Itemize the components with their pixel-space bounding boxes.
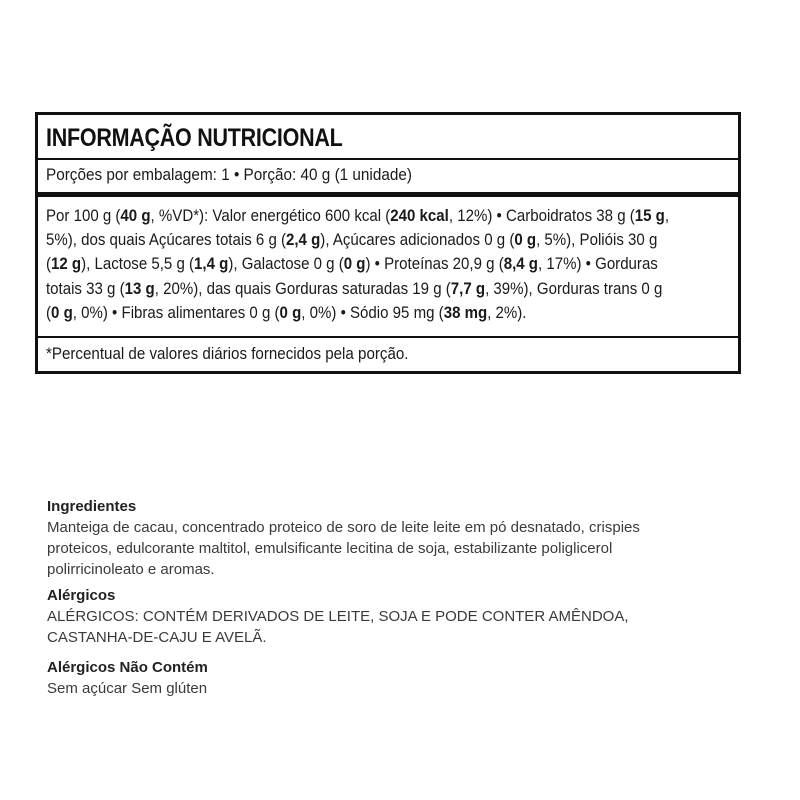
ingredients-section: [47, 497, 747, 580]
nutrient-text: , 20%), das quais Gorduras saturadas 19 g (: [154, 278, 451, 298]
ingredients-line: Manteiga de cacau, concentrado proteico de soro de leite leite em pó desnatado, crispies: [47, 519, 640, 536]
nutrient-serving-value: 240 kcal: [390, 206, 449, 225]
nutrient-serving-value: 0 g: [514, 230, 537, 250]
nutrient-text: , 0%) • Sódio 95 mg (: [301, 302, 444, 322]
nutrient-serving-value: 40 g: [120, 206, 151, 225]
ingredients-line: proteicos, edulcorante maltitol, emulsificante lecitina de soja, estabilizante poliglicerol: [47, 540, 613, 557]
nutrient-values: [46, 204, 736, 325]
allergens-heading: Alérgicos: [47, 587, 116, 604]
nutrient-serving-value: 1,4 g: [194, 254, 229, 274]
footnote-divider: [38, 336, 738, 338]
allergens-section: [47, 586, 747, 648]
allergens-line: CASTANHA-DE-CAJU E AVELÃ.: [47, 629, 267, 646]
nutrient-text: ), Açúcares adicionados 0 g (: [320, 230, 515, 250]
nutrient-line: [46, 277, 736, 301]
nutrient-text: , 39%), Gorduras trans 0 g: [485, 278, 663, 298]
ingredients-line: polirricinoleato e aromas.: [47, 561, 215, 578]
nutrient-serving-value: 2,4 g: [286, 230, 321, 250]
ingredients-text: [47, 517, 747, 580]
nutrient-serving-value: 12 g: [51, 254, 82, 274]
nutrition-facts-table: [35, 112, 741, 374]
nutrition-title: INFORMAÇÃO NUTRICIONAL: [46, 124, 343, 152]
free-from-text: [47, 678, 747, 699]
nutrient-text: , 2%).: [487, 302, 527, 322]
daily-value-footnote: *Percentual de valores diários fornecidos pela porção.: [46, 344, 409, 363]
nutrient-text: ) • Proteínas 20,9 g (: [365, 254, 504, 274]
nutrient-line: [46, 228, 736, 252]
nutrient-text: totais 33 g (: [46, 278, 125, 298]
nutrient-line: [46, 301, 736, 325]
nutrient-text: ), Galactose 0 g (: [228, 254, 344, 274]
free-from-line: Sem açúcar Sem glúten: [47, 680, 208, 697]
nutrient-serving-value: 38 mg: [443, 302, 488, 322]
nutrient-text: , 17%) • Gorduras: [538, 254, 658, 274]
nutrient-serving-value: 15 g: [634, 206, 665, 225]
nutrient-serving-value: 0 g: [343, 254, 366, 274]
free-from-heading: Alérgicos Não Contém: [47, 659, 208, 676]
nutrient-text: , 12%) • Carboidratos 38 g (: [448, 206, 635, 225]
nutrient-text: (: [46, 302, 52, 322]
allergens-text: [47, 606, 747, 648]
nutrient-text: , %VD*): Valor energético 600 kcal (: [150, 206, 391, 225]
nutrient-line: [46, 252, 736, 276]
nutrient-text: , 5%), Polióis 30 g: [536, 230, 658, 250]
nutrient-text: ), Lactose 5,5 g (: [81, 254, 195, 274]
nutrient-serving-value: 0 g: [279, 302, 302, 322]
ingredients-heading: Ingredientes: [47, 498, 137, 515]
title-divider: [38, 158, 738, 160]
nutrient-serving-value: 7,7 g: [450, 278, 486, 298]
free-from-section: [47, 658, 747, 699]
nutrient-text: (: [46, 254, 52, 274]
nutrient-line: [46, 204, 736, 228]
nutrient-text: ,: [664, 206, 670, 225]
allergens-line: ALÉRGICOS: CONTÉM DERIVADOS DE LEITE, SOJA E PODE CONTER AMÊNDOA,: [47, 608, 629, 625]
nutrient-serving-value: 0 g: [51, 302, 73, 322]
nutrient-text: 5%), dos quais Açúcares totais 6 g (: [46, 230, 287, 250]
nutrient-text: , 0%) • Fibras alimentares 0 g (: [72, 302, 280, 322]
serving-divider: [38, 192, 738, 197]
serving-info: Porções por embalagem: 1 • Porção: 40 g (1 unidade): [46, 165, 412, 184]
nutrient-serving-value: 8,4 g: [503, 254, 539, 274]
nutrient-text: Por 100 g (: [46, 206, 121, 225]
nutrient-serving-value: 13 g: [124, 278, 155, 298]
